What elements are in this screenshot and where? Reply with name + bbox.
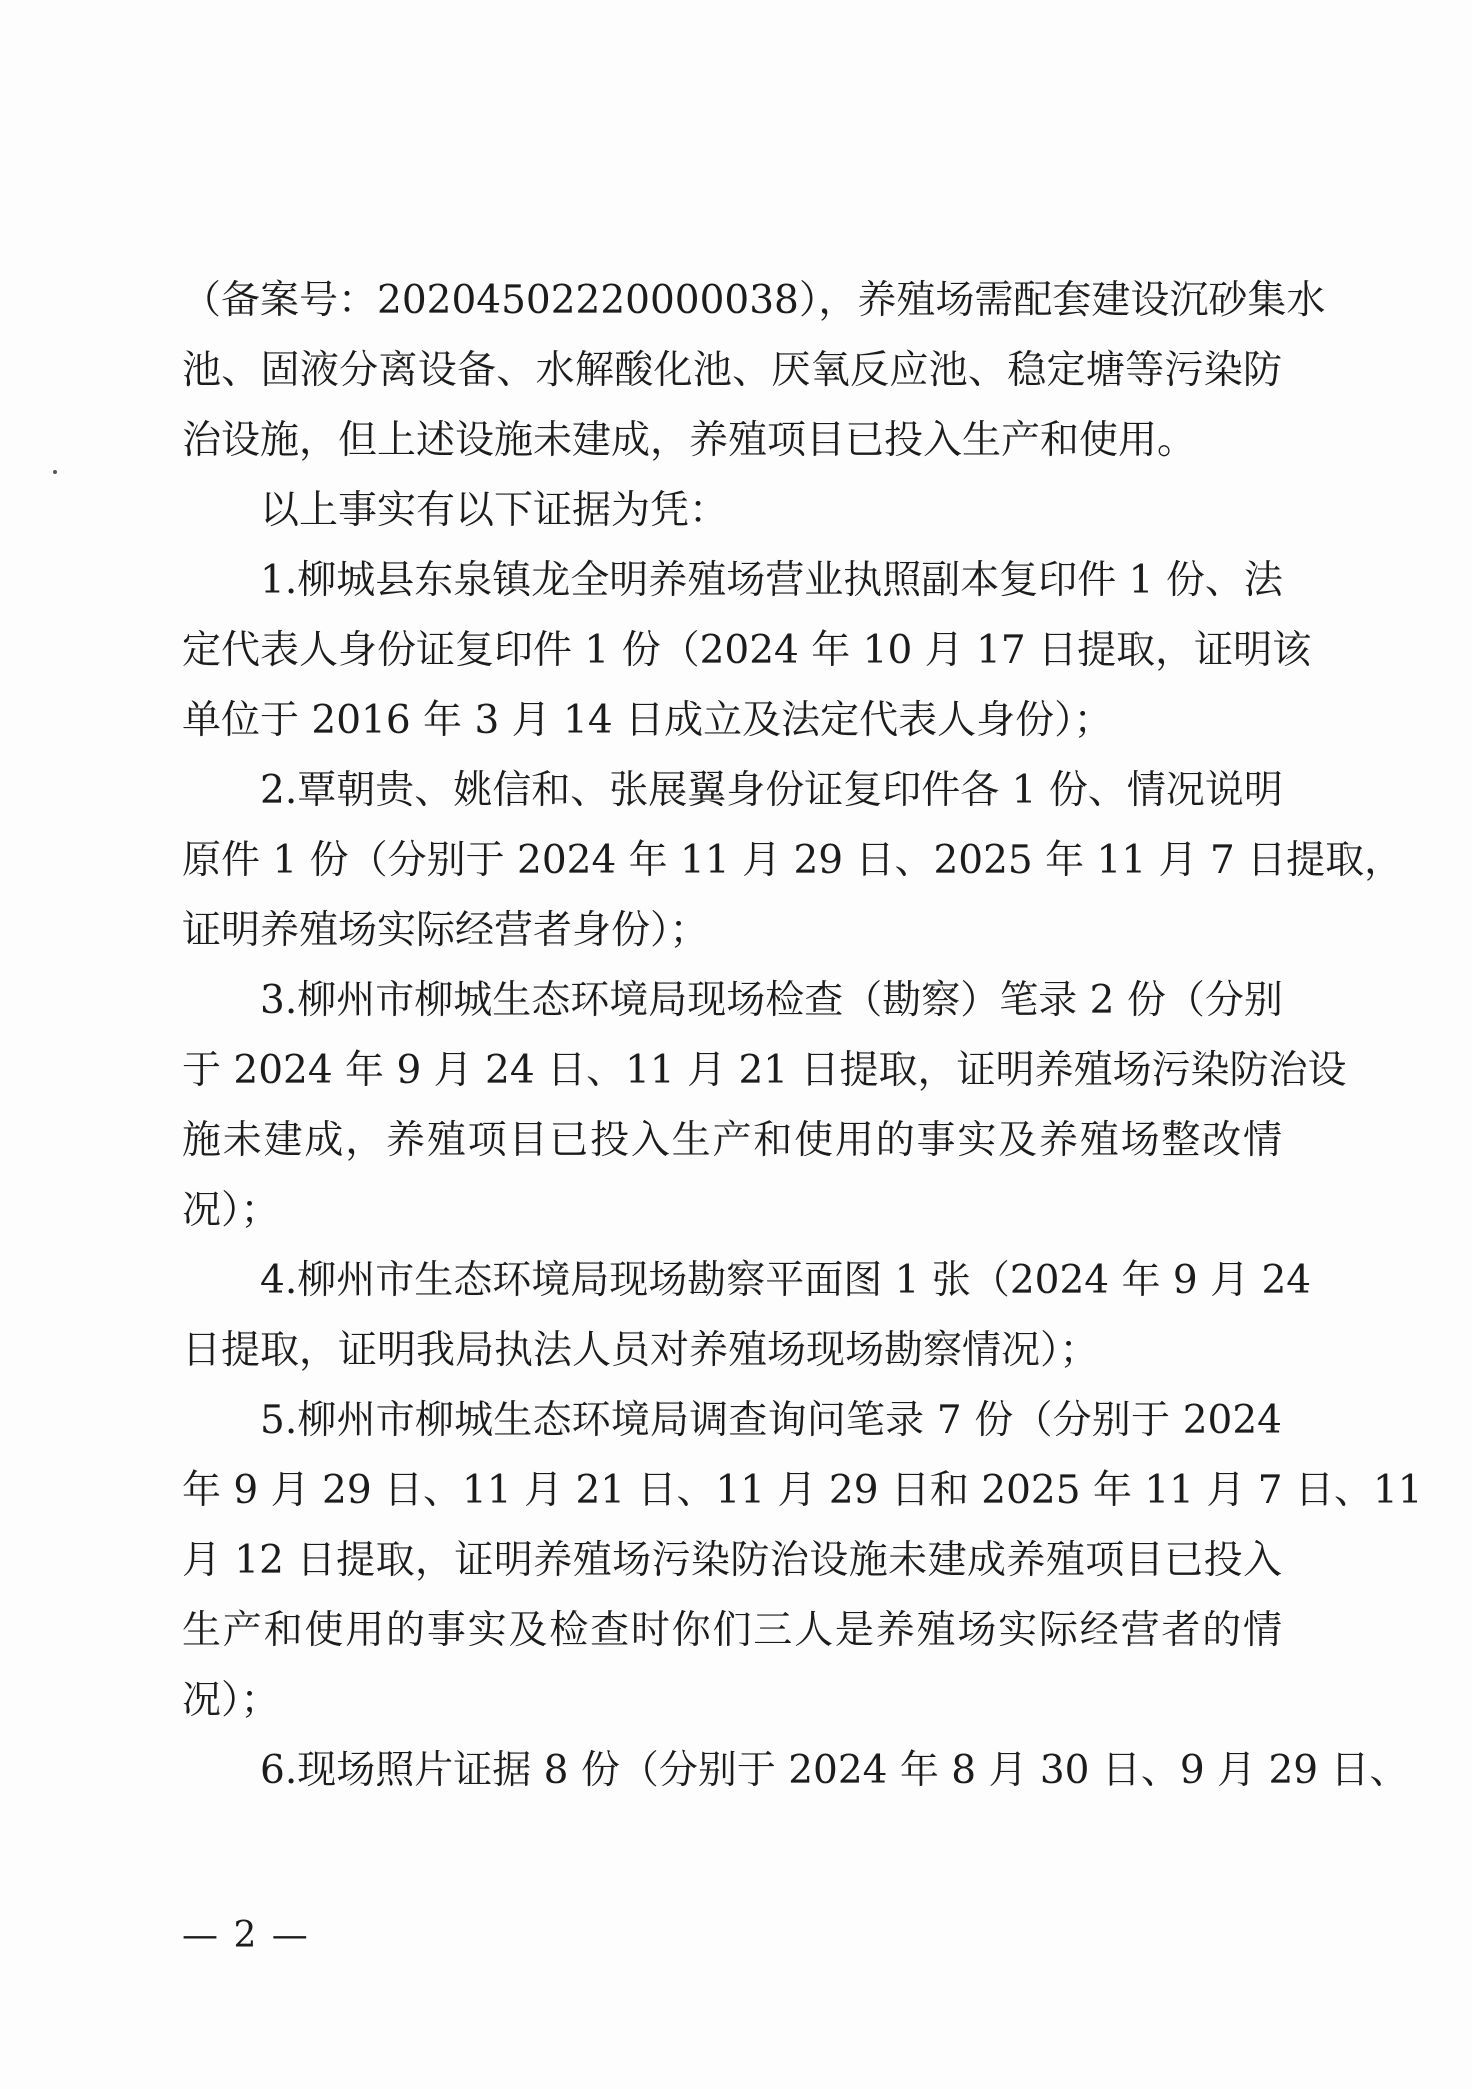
text-line: 6.现场照片证据 8 份（分别于 2024 年 8 月 30 日、9 月 29 日、 bbox=[260, 1748, 1409, 1793]
text-line: 日提取，证明我局执法人员对养殖场现场勘察情况）； bbox=[182, 1328, 1099, 1373]
text-line: 原件 1 份（分别于 2024 年 11 月 29 日、2025 年 11 月 7 日提取， bbox=[182, 838, 1404, 883]
text-line: 1.柳城县东泉镇龙全明养殖场营业执照副本复印件 1 份、法 bbox=[260, 558, 1283, 603]
text-line: 生产和使用的事实及检查时你们三人是养殖场实际经营者的情 bbox=[182, 1608, 1282, 1653]
text-line: 5.柳州市柳城生态环境局调查询问笔录 7 份（分别于 2024 bbox=[260, 1398, 1282, 1443]
page-number: — 2 — bbox=[182, 1915, 310, 1956]
text-line: 3.柳州市柳城生态环境局现场检查（勘察）笔录 2 份（分别 bbox=[260, 978, 1283, 1023]
scan-speck bbox=[53, 470, 57, 474]
text-line: 于 2024 年 9 月 24 日、11 月 21 日提取，证明养殖场污染防治设 bbox=[182, 1048, 1347, 1093]
text-line: 2.覃朝贵、姚信和、张展翼身份证复印件各 1 份、情况说明 bbox=[260, 768, 1283, 813]
text-line: 治设施，但上述设施未建成，养殖项目已投入生产和使用。 bbox=[182, 418, 1197, 463]
text-line: 池、固液分离设备、水解酸化池、厌氧反应池、稳定塘等污染防 bbox=[182, 348, 1282, 393]
text-line: （备案号：20204502220000038），养殖场需配套建设沉砂集水 bbox=[182, 278, 1326, 323]
text-line: 月 12 日提取，证明养殖场污染防治设施未建成养殖项目已投入 bbox=[182, 1538, 1282, 1583]
text-line: 以上事实有以下证据为凭： bbox=[260, 488, 729, 533]
text-line: 施未建成，养殖项目已投入生产和使用的事实及养殖场整改情 bbox=[182, 1118, 1282, 1163]
text-line: 年 9 月 29 日、11 月 21 日、11 月 29 日和 2025 年 11 月 7 日、11 bbox=[182, 1468, 1423, 1513]
text-line: 4.柳州市生态环境局现场勘察平面图 1 张（2024 年 9 月 24 bbox=[260, 1258, 1312, 1303]
body-text bbox=[182, 266, 1423, 1806]
text-line: 单位于 2016 年 3 月 14 日成立及法定代表人身份）； bbox=[182, 698, 1113, 743]
text-line: 证明养殖场实际经营者身份）； bbox=[182, 908, 709, 953]
text-line: 况）； bbox=[182, 1678, 280, 1723]
text-line: 况）； bbox=[182, 1188, 280, 1233]
text-line: 定代表人身份证复印件 1 份（2024 年 10 月 17 日提取，证明该 bbox=[182, 628, 1312, 673]
